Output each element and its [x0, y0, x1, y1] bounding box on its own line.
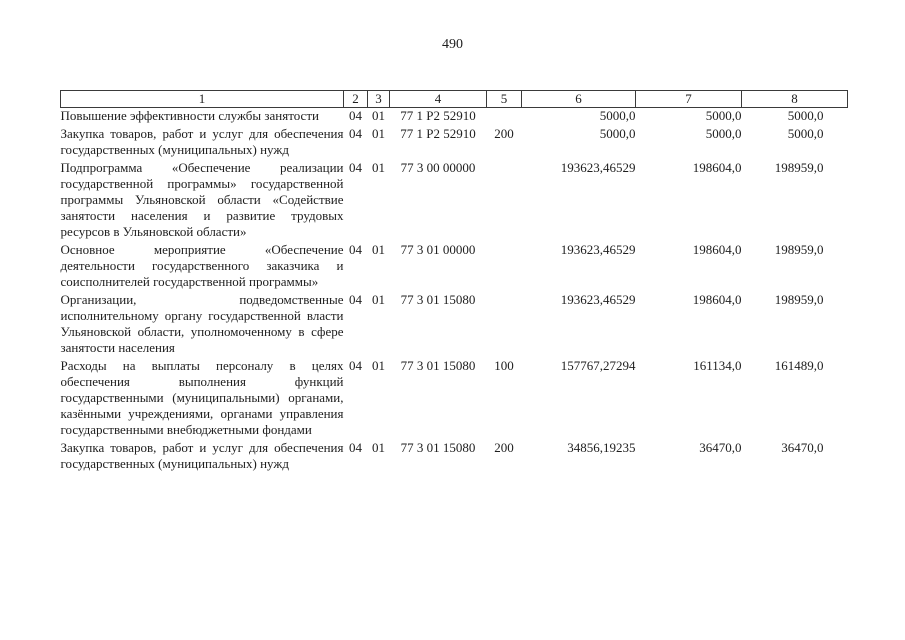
- row-target-code: 77 3 01 15080: [400, 292, 476, 307]
- row-subsection: 01: [372, 160, 385, 175]
- row-amount-col-6: 157767,27294: [560, 358, 636, 373]
- table-row: [61, 108, 848, 127]
- row-expense-type: [487, 160, 522, 242]
- row-subsection: 01: [372, 292, 385, 307]
- table-row: [61, 358, 848, 440]
- row-amount-col-6: 193623,46529: [560, 160, 636, 175]
- row-section: 04: [349, 292, 362, 307]
- row-name: Расходы на выплаты персоналу в целях обеспечения выполнения функций государственными (муниципальными) органами, казёнными учреждениями, органами управления государственными внебюджетными фондами: [60, 358, 344, 437]
- row-target-code: 77 3 00 00000: [400, 160, 476, 175]
- row-target-code: 77 1 P2 52910: [400, 108, 476, 123]
- row-amount-col-7: 36470,0: [699, 440, 742, 455]
- table-header: [61, 91, 848, 108]
- table-row: [61, 126, 848, 160]
- row-amount-col-8: 36470,0: [781, 440, 824, 455]
- row-section: 04: [349, 160, 362, 175]
- header-col-3: 3: [368, 91, 390, 108]
- row-target-code: 77 3 01 00000: [400, 242, 476, 257]
- table-row: [61, 440, 848, 474]
- header-col-4: 4: [390, 91, 487, 108]
- row-amount-col-6: 5000,0: [599, 126, 636, 141]
- row-amount-col-7: 5000,0: [705, 126, 742, 141]
- table-row: [61, 160, 848, 242]
- row-expense-type: [487, 292, 522, 358]
- row-expense-type: 100: [494, 358, 514, 373]
- row-subsection: 01: [372, 108, 385, 123]
- row-amount-col-8: 198959,0: [774, 160, 824, 175]
- header-col-8: 8: [742, 91, 848, 108]
- row-expense-type: [487, 242, 522, 292]
- row-amount-col-6: 193623,46529: [560, 292, 636, 307]
- row-name: Повышение эффективности службы занятости: [60, 108, 319, 123]
- row-section: 04: [349, 440, 362, 455]
- row-name: Закупка товаров, работ и услуг для обеспечения государственных (муниципальных) нужд: [60, 440, 344, 471]
- row-section: 04: [349, 358, 362, 373]
- row-expense-type: 200: [494, 440, 514, 455]
- row-amount-col-7: 198604,0: [692, 292, 742, 307]
- row-amount-col-6: 34856,19235: [567, 440, 636, 455]
- budget-table: [60, 90, 848, 474]
- row-target-code: 77 1 P2 52910: [400, 126, 476, 141]
- row-name: Закупка товаров, работ и услуг для обеспечения государственных (муниципальных) нужд: [60, 126, 344, 157]
- row-subsection: 01: [372, 440, 385, 455]
- page-number: 490: [442, 37, 463, 52]
- row-amount-col-8: 198959,0: [774, 292, 824, 307]
- row-section: 04: [349, 242, 362, 257]
- row-section: 04: [349, 108, 362, 123]
- header-col-2: 2: [344, 91, 368, 108]
- row-amount-col-7: 5000,0: [705, 108, 742, 123]
- row-subsection: 01: [372, 358, 385, 373]
- row-name: Основное мероприятие «Обеспечение деятельности государственного заказчика и соисполнителей государственной программы»: [60, 242, 344, 289]
- row-amount-col-8: 161489,0: [774, 358, 824, 373]
- header-col-5: 5: [487, 91, 522, 108]
- table-row: [61, 292, 848, 358]
- row-name: Организации, подведомственные исполнительному органу государственной власти Ульяновской области, уполномоченному в сфере занятости населения: [60, 292, 344, 355]
- row-amount-col-6: 5000,0: [599, 108, 636, 123]
- header-col-7: 7: [636, 91, 742, 108]
- header-col-1: 1: [61, 91, 344, 108]
- row-name: Подпрограмма «Обеспечение реализации государственной программы» государственной программы Ульяновской области «Содействие занятости населения и развитие трудовых ресурсов в Ульяновской области»: [60, 160, 344, 239]
- table-body: [61, 108, 848, 475]
- row-target-code: 77 3 01 15080: [400, 440, 476, 455]
- row-amount-col-7: 198604,0: [692, 242, 742, 257]
- row-amount-col-8: 5000,0: [787, 108, 824, 123]
- row-subsection: 01: [372, 126, 385, 141]
- row-amount-col-6: 193623,46529: [560, 242, 636, 257]
- row-amount-col-7: 198604,0: [692, 160, 742, 175]
- row-subsection: 01: [372, 242, 385, 257]
- header-row: [61, 91, 848, 108]
- row-section: 04: [349, 126, 362, 141]
- row-amount-col-8: 198959,0: [774, 242, 824, 257]
- header-col-6: 6: [522, 91, 636, 108]
- row-amount-col-7: 161134,0: [693, 358, 742, 373]
- row-amount-col-8: 5000,0: [787, 126, 824, 141]
- row-target-code: 77 3 01 15080: [400, 358, 476, 373]
- row-expense-type: 200: [494, 126, 514, 141]
- table-row: [61, 242, 848, 292]
- row-expense-type: [487, 108, 522, 127]
